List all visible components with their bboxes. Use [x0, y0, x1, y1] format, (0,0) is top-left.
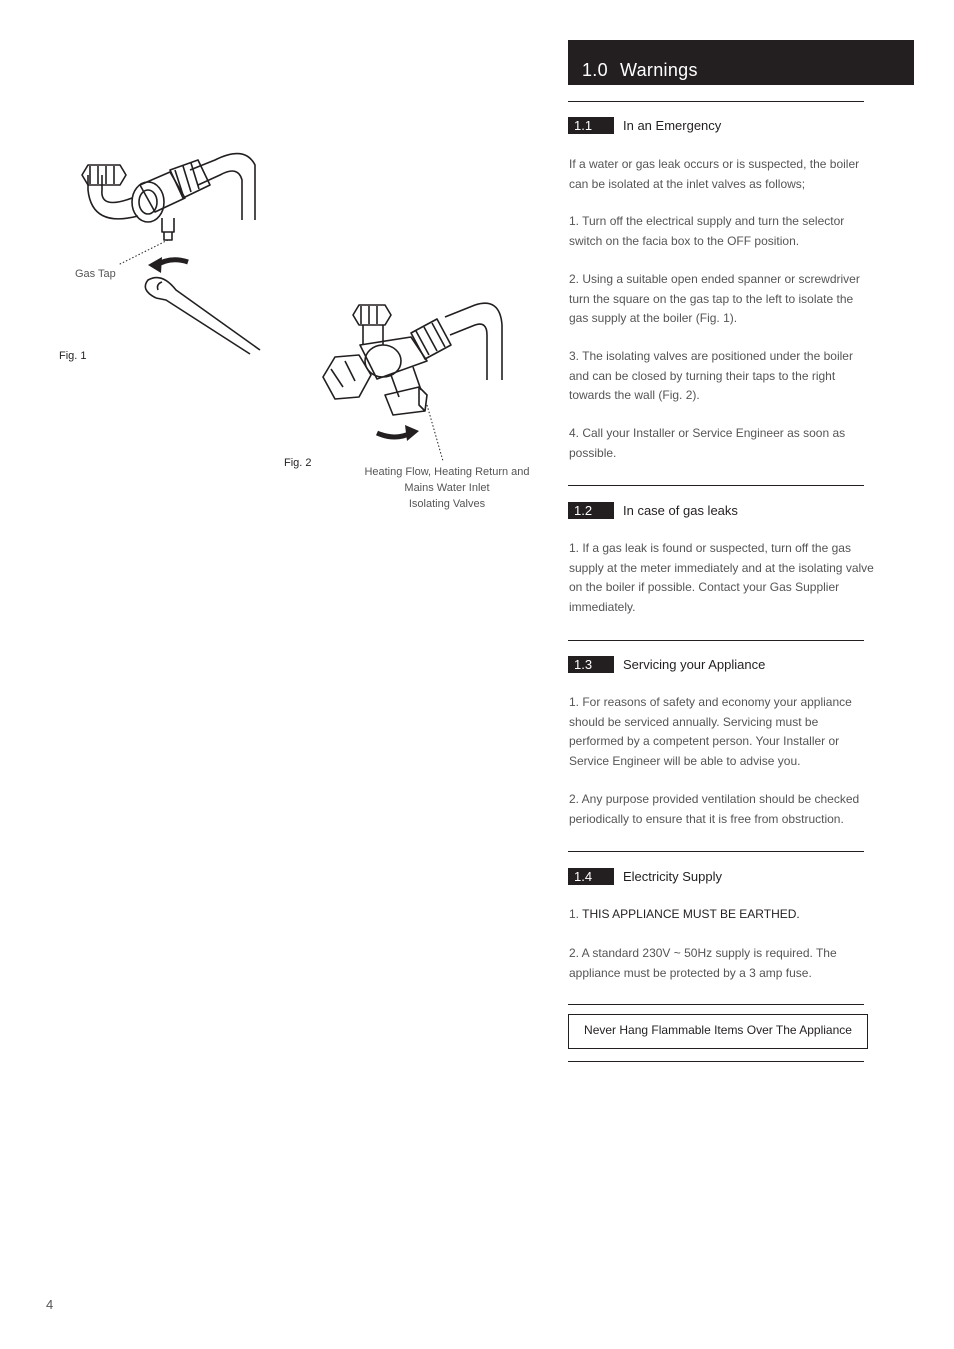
divider	[568, 851, 864, 852]
subsection-title: In case of gas leaks	[623, 503, 738, 518]
gas-tap-callout: Gas Tap	[75, 268, 116, 280]
callout-line: Heating Flow, Heating Return and	[364, 466, 530, 478]
callout-line: Isolating Valves	[408, 498, 486, 510]
earthed-prefix: 1.	[569, 907, 583, 921]
earthed-text: THIS APPLIANCE MUST BE EARTHED.	[582, 907, 800, 921]
subsection-number: 1.4	[568, 868, 614, 885]
divider	[568, 1004, 864, 1005]
subsection-number: 1.2	[568, 502, 614, 519]
gas-tap-illustration	[70, 140, 270, 355]
divider	[568, 1061, 864, 1062]
paragraph: 1. For reasons of safety and economy your appliance should be serviced annually. Servicing must be performed by a competent person. Your Installer or Service Engineer will be able to advise you.	[569, 695, 852, 768]
subsection-title: In an Emergency	[623, 118, 722, 133]
subsection-title: Electricity Supply	[623, 869, 722, 884]
paragraph: 1. Turn off the electrical supply and turn the selector switch on the facia box to the OFF position.	[569, 214, 845, 248]
flammable-items-notice: Never Hang Flammable Items Over The Appliance	[568, 1014, 868, 1049]
subsection-heading	[568, 656, 868, 673]
paragraph: If a water or gas leak occurs or is suspected, the boiler can be isolated at the inlet valves as follows;	[569, 157, 860, 191]
paragraph: 2. Using a suitable open ended spanner or screwdriver turn the square on the gas tap to the left to isolate the gas supply at the boiler (Fig. 1).	[569, 272, 860, 325]
isolating-valves-illustration	[315, 295, 515, 465]
fig1-label: Fig. 1	[59, 350, 87, 362]
subsection-heading	[568, 502, 868, 519]
subsection-number: 1.1	[568, 117, 614, 134]
section-title: Warnings	[620, 60, 698, 80]
subsection-heading	[568, 868, 868, 885]
page-number: 4	[46, 1297, 54, 1312]
fig2-label: Fig. 2	[284, 457, 312, 469]
subsection-number: 1.3	[568, 656, 614, 673]
earthed-warning	[569, 905, 874, 925]
paragraph: 2. A standard 230V ~ 50Hz supply is required. The appliance must be protected by a 3 amp fuse.	[569, 946, 837, 980]
paragraph: 1. If a gas leak is found or suspected, turn off the gas supply at the meter immediately and at the isolating valve on the boiler if possible. Contact your Gas Supplier immediately.	[569, 541, 874, 614]
subsection-title: Servicing your Appliance	[623, 657, 766, 672]
paragraph: 3. The isolating valves are positioned under the boiler and can be closed by turning their taps to the right towards the wall (Fig. 2).	[569, 349, 853, 402]
paragraph: 4. Call your Installer or Service Engineer as soon as possible.	[569, 426, 846, 460]
subsection-heading	[568, 117, 868, 134]
paragraph: 2. Any purpose provided ventilation should be checked periodically to ensure that it is free from obstruction.	[569, 792, 860, 826]
divider	[568, 640, 864, 641]
callout-line: Mains Water Inlet	[404, 482, 490, 494]
divider	[568, 101, 864, 102]
section-number: 1.0	[582, 60, 608, 80]
isolating-valves-callout	[352, 464, 542, 512]
section-title-bar	[568, 40, 914, 85]
divider	[568, 485, 864, 486]
